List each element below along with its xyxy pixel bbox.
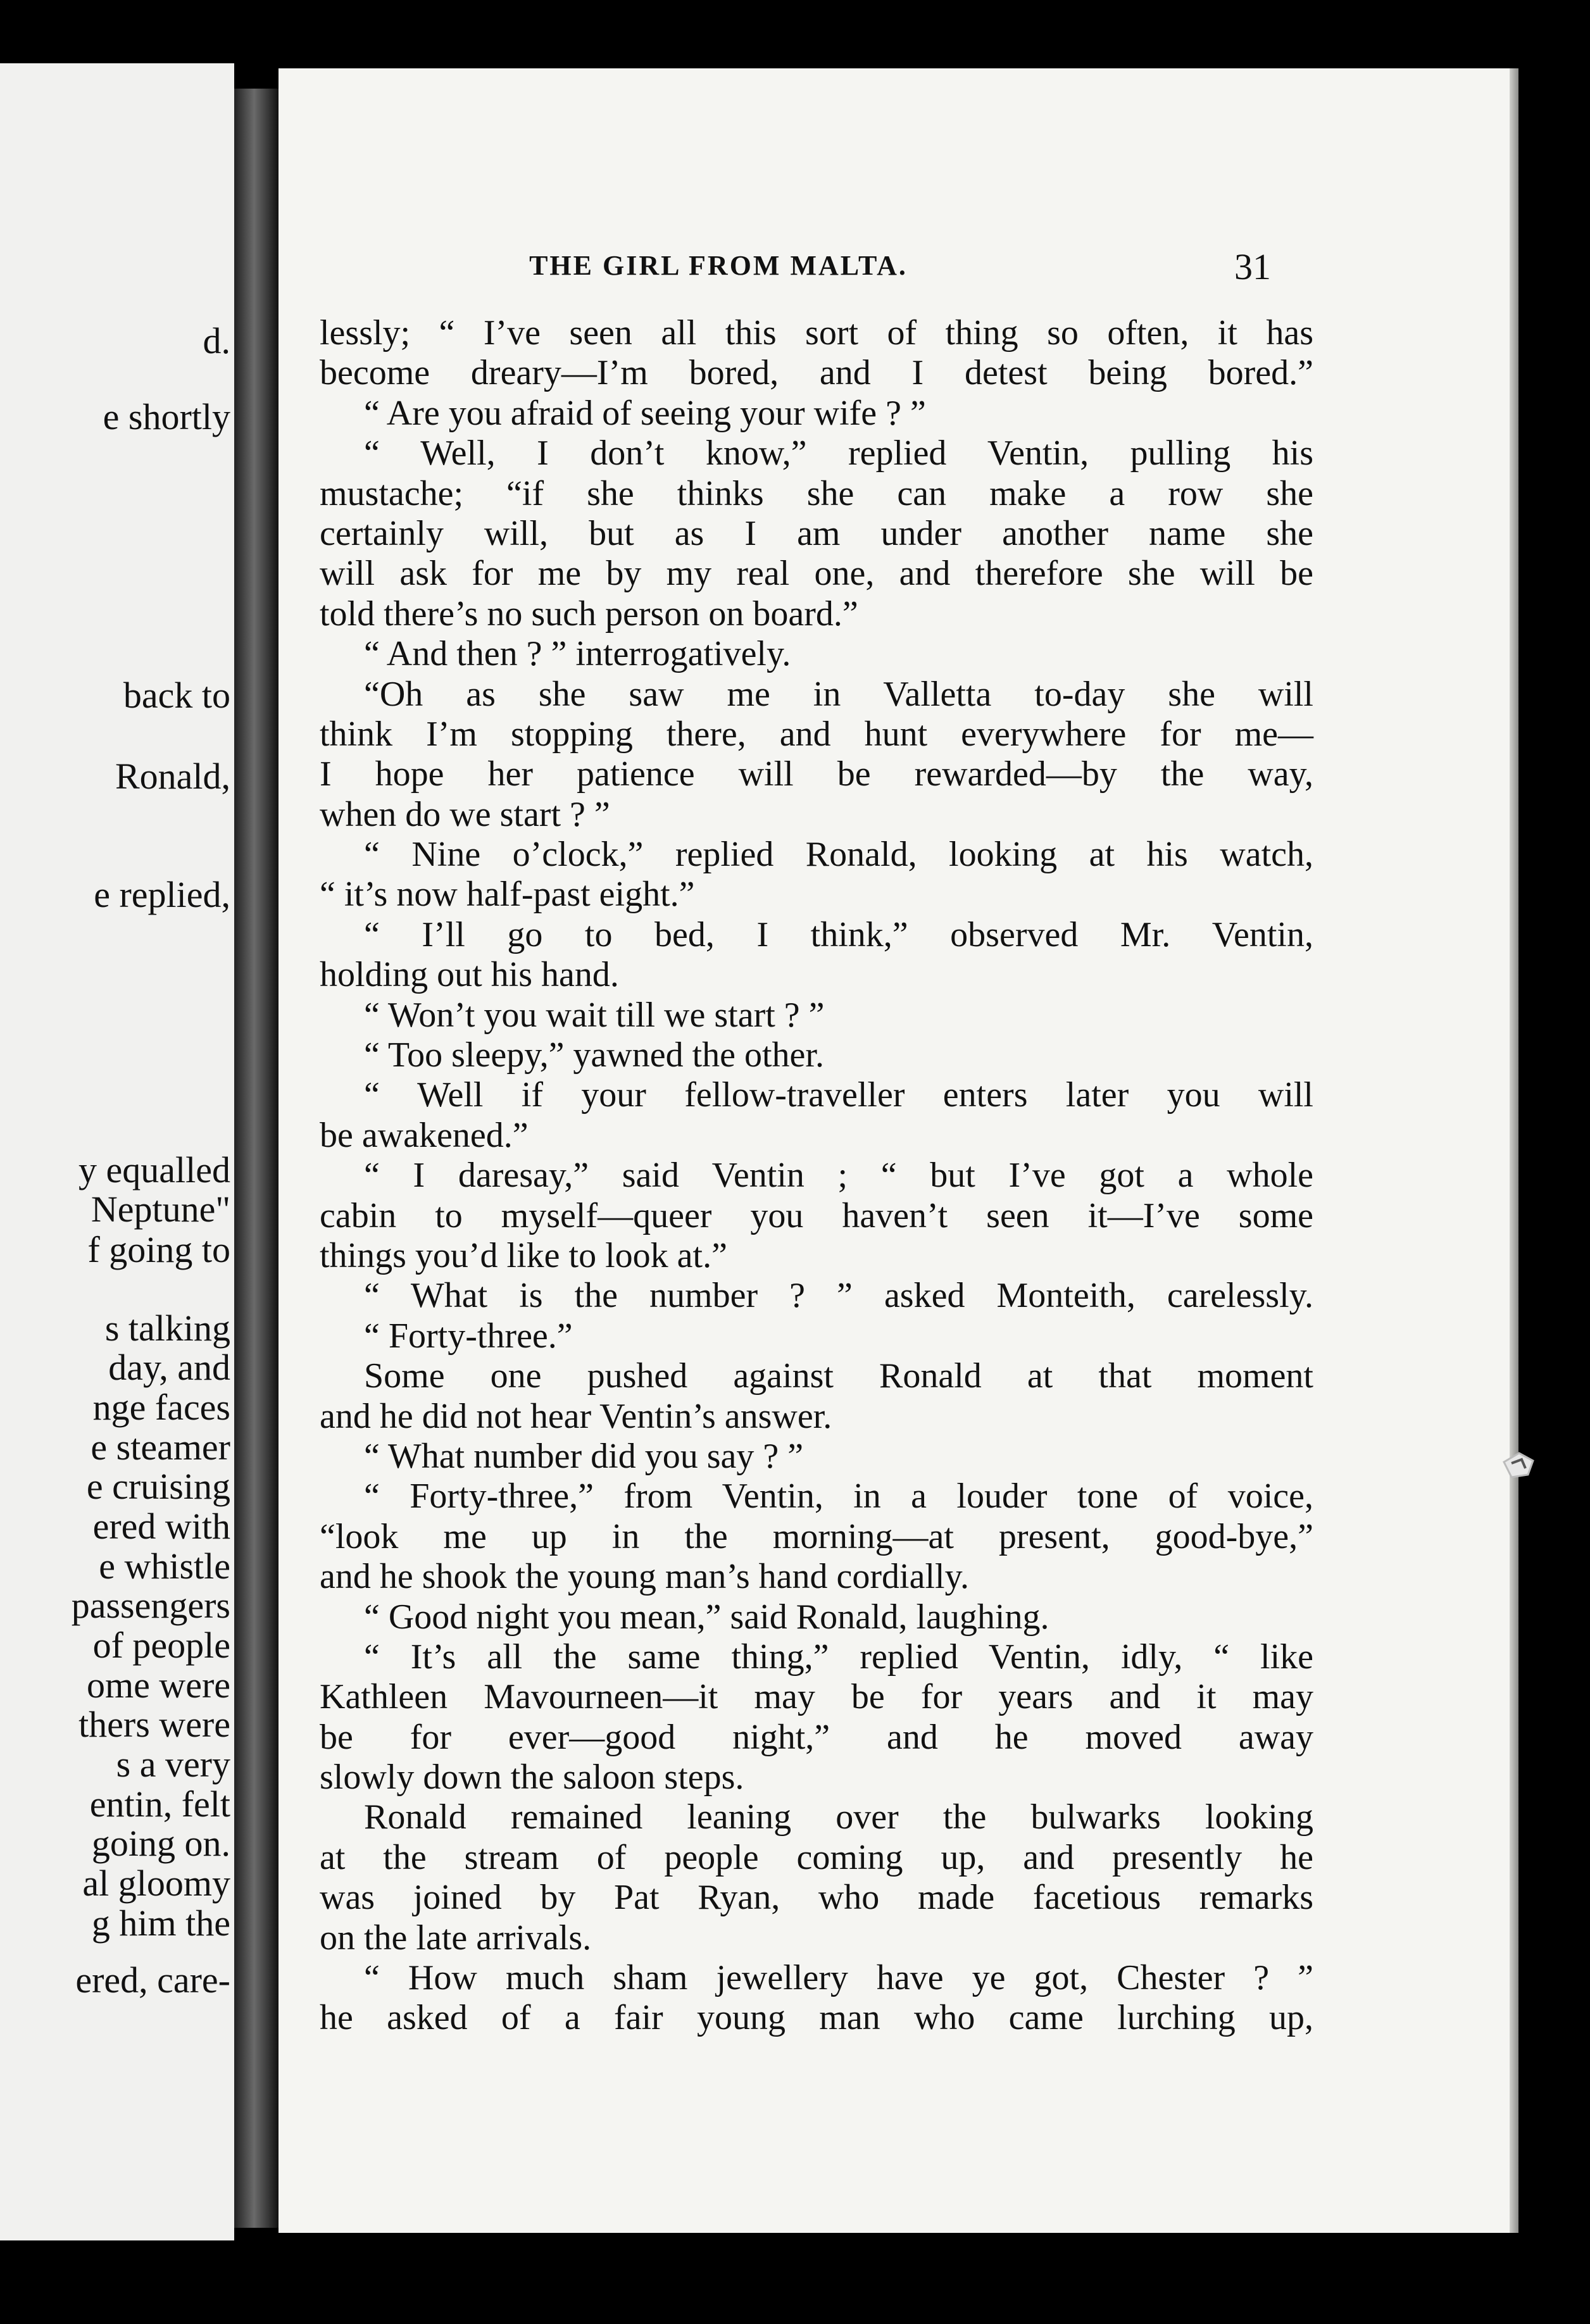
text-line: be for ever—good night,” and he moved away <box>320 1717 1313 1757</box>
text-line: “ I daresay,” said Ventin ; “ but I’ve got a whole <box>364 1156 1313 1196</box>
left-page-fragment: thers were <box>78 1704 230 1745</box>
text-line: “ What is the number ? ” asked Monteith, carelessly. <box>364 1276 1313 1316</box>
left-page-fragment: e whistle <box>99 1546 230 1587</box>
text-line: “look me up in the morning—at present, good-bye,” <box>320 1516 1313 1556</box>
left-page-fragment: back to <box>123 675 230 716</box>
text-line: told there’s no such person on board.” <box>320 594 858 634</box>
text-line: “ Won’t you wait till we start ? ” <box>364 995 825 1035</box>
left-page-fragment: al gloomy <box>82 1863 230 1904</box>
left-page-fragment: passengers <box>71 1585 230 1626</box>
text-line: Ronald remained leaning over the bulwarks looking <box>364 1797 1313 1837</box>
left-page-fragment: f going to <box>87 1229 230 1270</box>
left-page <box>0 63 234 2240</box>
text-line: was joined by Pat Ryan, who made facetious remarks <box>320 1878 1313 1918</box>
left-page-fragment: e shortly <box>103 396 230 437</box>
left-page-fragment: day, and <box>108 1347 230 1388</box>
text-line: I hope her patience will be rewarded—by the way, <box>320 754 1313 794</box>
left-page-fragment: nge faces <box>92 1387 230 1428</box>
text-line: “ And then ? ” interrogatively. <box>364 634 791 674</box>
left-page-fragment: e steamer <box>91 1427 230 1468</box>
text-line: become dreary—I’m bored, and I detest being bored.” <box>320 353 1313 393</box>
left-page-fragment: Ronald, <box>115 756 230 797</box>
text-line: “ Nine o’clock,” replied Ronald, looking at his watch, <box>364 835 1313 875</box>
text-line: “ What number did you say ? ” <box>364 1436 804 1476</box>
text-line: will ask for me by my real one, and therefore she will be <box>320 554 1313 594</box>
left-page-fragment: e replied, <box>94 874 230 915</box>
book-gutter <box>234 89 279 2228</box>
scan-speck <box>1500 1449 1538 1481</box>
text-line: he asked of a fair young man who came lurching up, <box>320 1998 1313 2038</box>
running-head: THE GIRL FROM MALTA. <box>529 250 908 281</box>
text-line: mustache; “if she thinks she can make a row she <box>320 473 1313 513</box>
left-page-fragment: ered, care- <box>75 1959 230 2001</box>
text-line: “ It’s all the same thing,” replied Ventin, idly, “ like <box>364 1637 1313 1677</box>
left-page-fragment: Neptune" <box>91 1189 230 1230</box>
left-page-fragment: d. <box>203 320 230 361</box>
text-line: “ Well if your fellow-traveller enters later you will <box>364 1075 1313 1115</box>
text-line: “ Forty-three,” from Ventin, in a louder tone of voice, <box>364 1477 1313 1516</box>
text-line: “ How much sham jewellery have ye got, Chester ? ” <box>364 1958 1313 1998</box>
text-line: on the late arrivals. <box>320 1918 592 1958</box>
text-line: and he did not hear Ventin’s answer. <box>320 1396 832 1436</box>
text-line: cabin to myself—queer you haven’t seen it—I’ve some <box>320 1196 1313 1235</box>
text-line: holding out his hand. <box>320 955 619 995</box>
text-line: “Oh as she saw me in Valletta to-day she will <box>364 674 1313 714</box>
left-page-fragment: g him the <box>91 1902 230 1944</box>
text-line: “ Well, I don’t know,” replied Ventin, pulling his <box>364 434 1313 473</box>
text-line: “ I’ll go to bed, I think,” observed Mr. Ventin, <box>364 915 1313 954</box>
text-line: certainly will, but as I am under another name she <box>320 513 1313 553</box>
left-page-fragment: of people <box>92 1625 230 1666</box>
text-line: at the stream of people coming up, and presently he <box>320 1837 1313 1877</box>
text-line: Kathleen Mavourneen—it may be for years and it may <box>320 1677 1313 1717</box>
text-line: be awakened.” <box>320 1115 529 1155</box>
text-line: lessly; “ I’ve seen all this sort of thing so often, it has <box>320 313 1313 353</box>
text-line: “ it’s now half-past eight.” <box>320 875 695 915</box>
left-page-fragment: s talking <box>104 1308 230 1349</box>
text-line: Some one pushed against Ronald at that moment <box>364 1356 1313 1396</box>
text-line: slowly down the saloon steps. <box>320 1758 744 1797</box>
left-page-fragment: e cruising <box>86 1466 230 1507</box>
left-page-fragment: y equalled <box>78 1149 230 1190</box>
text-line: think I’m stopping there, and hunt everywhere for me— <box>320 714 1313 754</box>
text-line: “ Too sleepy,” yawned the other. <box>364 1035 824 1075</box>
page-number: 31 <box>1234 246 1271 287</box>
text-line: things you’d like to look at.” <box>320 1235 727 1275</box>
left-page-fragment: ome were <box>86 1665 230 1706</box>
text-line: “ Forty-three.” <box>364 1316 573 1356</box>
left-page-fragment: ered with <box>92 1506 230 1547</box>
left-page-fragment: going on. <box>91 1823 230 1864</box>
left-page-fragment: entin, felt <box>89 1784 230 1825</box>
text-line: and he shook the young man’s hand cordially. <box>320 1557 969 1597</box>
left-page-fragment: s a very <box>116 1744 230 1785</box>
text-line: when do we start ? ” <box>320 794 610 834</box>
text-line: “ Are you afraid of seeing your wife ? ” <box>364 393 926 433</box>
page-edge <box>1510 68 1518 2233</box>
body-text <box>320 313 1313 2039</box>
text-line: “ Good night you mean,” said Ronald, laughing. <box>364 1597 1049 1637</box>
